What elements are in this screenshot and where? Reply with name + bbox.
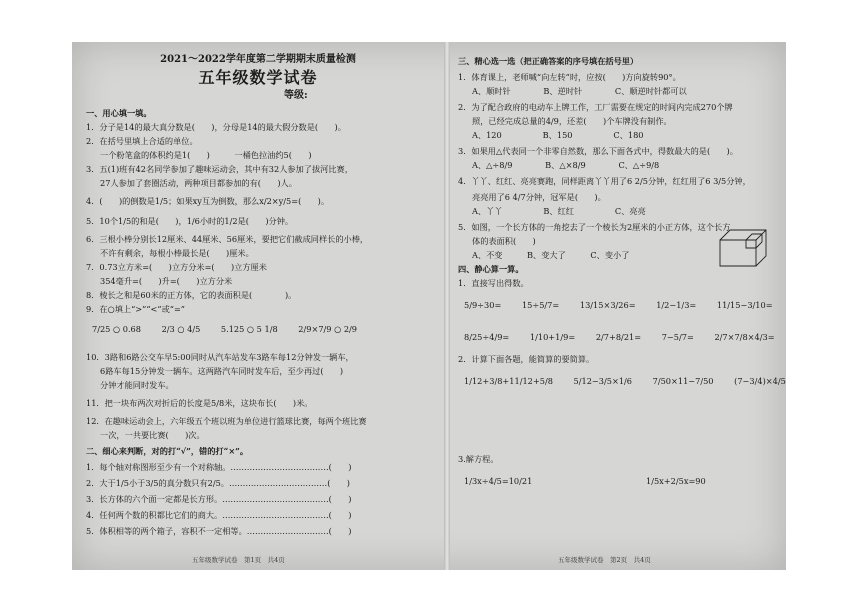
equation-2: 1/5x+2/5x=90 [646, 476, 706, 486]
question-9-items [92, 324, 375, 334]
judge-item: 1．每个轴对称图形至少有一个对称轴。………………………………( ) [86, 462, 352, 472]
question-5: 5．10个1/5的和是( )，1/6小时的1/2是( )分钟。 [86, 216, 294, 226]
question-4: 4．( )的倒数是1/5；如果xy互为倒数，那么x/2×y/5=( )。 [86, 196, 330, 206]
question-6-line-2: 不许有剩余，每根小棒最长是( )厘米。 [100, 248, 254, 258]
question-1: 1．分子是14的最大真分数是( )，分母是14的最大假分数是( )。 [86, 122, 346, 132]
calc-item: 13/15×3/26= [579, 300, 636, 310]
grade-label: 等级: [284, 90, 308, 101]
calc-part-3: 3.解方程。 [458, 454, 499, 464]
calc-item: 1/10+1/9= [529, 332, 576, 342]
cuboid-figure [716, 226, 772, 270]
page-2 [450, 42, 786, 570]
page-2-footer: 五年级数学试卷 第2页 共4页 [558, 556, 651, 564]
choice-4-line-1: 4．丫丫、红红、亮亮赛跑，同样距离丫丫用了6 2/5分钟，红红用了6 3/5分钟， [458, 176, 751, 186]
question-7-line-1: 7．0.73立方米=( )立方分米=( )立方厘米 [86, 262, 267, 272]
page-1 [72, 42, 444, 570]
page-1-footer: 五年级数学试卷 第1页 共4页 [192, 556, 285, 564]
question-8: 8．棱长之和是60米的正方体，它的表面积是( )。 [86, 290, 297, 300]
equation-1: 1/3x÷4/5=10/21 [464, 476, 533, 486]
calc-item: 5/12−3/5×1/6 [573, 376, 632, 386]
choice-1: 1．体育课上，老师喊“向左转”时，应按( )方向旋转90°。 [458, 72, 681, 82]
question-12-line-1: 12．在趣味运动会上，六年级五个班以班为单位进行篮球比赛，每两个班比赛 [86, 416, 367, 426]
question-11: 11．把一块布两次对折后的长度是5/8米，这块布长( )米。 [86, 398, 313, 408]
choice-4-options: A、丫丫 B、红红 C、亮亮 [472, 206, 646, 216]
choice-2-line-1: 2．为了配合政府的电动车上牌工作，工厂需要在规定的时间内完成270个牌 [458, 102, 733, 112]
section-2-heading: 二、细心来判断，对的打“√”，错的打“×”。 [86, 446, 249, 456]
calc-row-2 [464, 332, 793, 342]
question-2-detail: 一个粉笔盒的体积约是1( ) 一桶色拉油约5( ) [100, 150, 312, 160]
judge-item: 3．长方体的六个面一定都是长方形。…………………………………( ) [86, 494, 352, 504]
judge-item: 5．体积相等的两个箱子，容积不一定相等。…………………………( ) [86, 526, 352, 536]
choice-1-options: A、顺时针 B、逆时针 C、顺逆时针都可以 [472, 86, 687, 96]
exam-sheet [72, 42, 786, 570]
question-10-line-1: 10．3路和6路公交车早5:00同时从汽车站发车3路车每12分钟发一辆车， [86, 352, 354, 362]
judge-item: 2．大于1/5小于3/5的真分数只有2/5。………………………………( ) [86, 478, 351, 488]
section-1-heading: 一、用心填一填。 [86, 108, 152, 118]
calc-item: 1/12+3/8+11/12+5/8 [464, 376, 553, 386]
question-7-line-2: 354毫升=( )升=( )立方分米 [100, 276, 233, 286]
calc-row-3 [464, 376, 804, 386]
calc-part-2: 2．计算下面各题，能简算的要简算。 [458, 354, 595, 364]
question-2: 2．在括号里填上合适的单位。 [86, 136, 198, 146]
choice-3-options: A、△÷8/9 B、△×8/9 C、△÷9/8 [472, 160, 660, 170]
question-3-line-1: 3．五(1)班有42名同学参加了趣味运动会，其中有32人参加了拔河比赛， [86, 164, 353, 174]
choice-3: 3．如果用△代表同一个非零自然数，那么下面各式中，得数最大的是( )。 [458, 146, 738, 156]
question-9: 9．在○填上“>”“<”或“=” [86, 304, 185, 314]
compare-item: 2/3 ○ 4/5 [161, 324, 201, 334]
calc-item: 8/25÷4/9= [464, 332, 510, 342]
compare-item: 2/9×7/9 ○ 2/9 [298, 324, 358, 334]
calc-item: 11/15−3/10= [716, 300, 773, 310]
calc-row-1 [464, 300, 791, 310]
question-3-line-2: 27人参加了套圈活动，两种项目都参加的有( )人。 [100, 178, 297, 188]
question-12-line-2: 一次，一共要比赛( )次。 [100, 430, 205, 440]
choice-2-line-2: 照，已经完成总量的4/9，还差( )个车牌没有制作。 [472, 116, 672, 126]
calc-item: 7−5/7= [661, 332, 694, 342]
question-10-line-3: 分钟才能同时发车。 [100, 380, 174, 390]
section-3-heading: 三、精心选一选（把正确答案的序号填在括号里） [458, 56, 639, 66]
calc-item: 15÷5/7= [521, 300, 560, 310]
calc-item: 7/50×11−7/50 [652, 376, 714, 386]
exam-header: 2021～2022学年度第二学期期末质量检测 [160, 54, 356, 65]
choice-2-options: A、120 B、150 C、180 [472, 130, 644, 140]
question-10-line-2: 6路车每15分钟发一辆车。这两路汽车同时发车后，至少再过( ) [100, 366, 344, 376]
choice-4-line-2: 亮亮用了6 4/7分钟，冠军是( )。 [472, 192, 606, 202]
calc-item: (7−3/4)×4/5 [734, 376, 786, 386]
choice-5-line-2: 体的表面积( ) [472, 236, 536, 246]
choice-5-line-1: 5．如图，一个长方体的一角挖去了一个棱长为2厘米的小正方体，这个长方 [458, 222, 731, 232]
compare-item: 7/25 ○ 0.68 [92, 324, 141, 334]
judge-item: 4．任何两个数的积都比它们的商大。…………………………………( ) [86, 510, 352, 520]
section-4-heading: 四、静心算一算。 [458, 264, 524, 274]
calc-item: 2/7×7/8×4/3= [714, 332, 775, 342]
choice-5-options: A、不变 B、变大了 C、变小了 [472, 250, 630, 260]
calc-item: 2/7+8/21= [595, 332, 642, 342]
compare-item: 5.125 ○ 5 1/8 [220, 324, 278, 334]
exam-title: 五年级数学试卷 [198, 68, 318, 87]
calc-part-1: 1．直接写出得数。 [458, 278, 529, 288]
question-6-line-1: 6．三根小棒分别长12厘米、44厘米、56厘米，要把它们截成同样长的小棒， [86, 234, 369, 244]
calc-item: 5/9÷30= [464, 300, 502, 310]
calc-item: 1/2−1/3= [656, 300, 697, 310]
